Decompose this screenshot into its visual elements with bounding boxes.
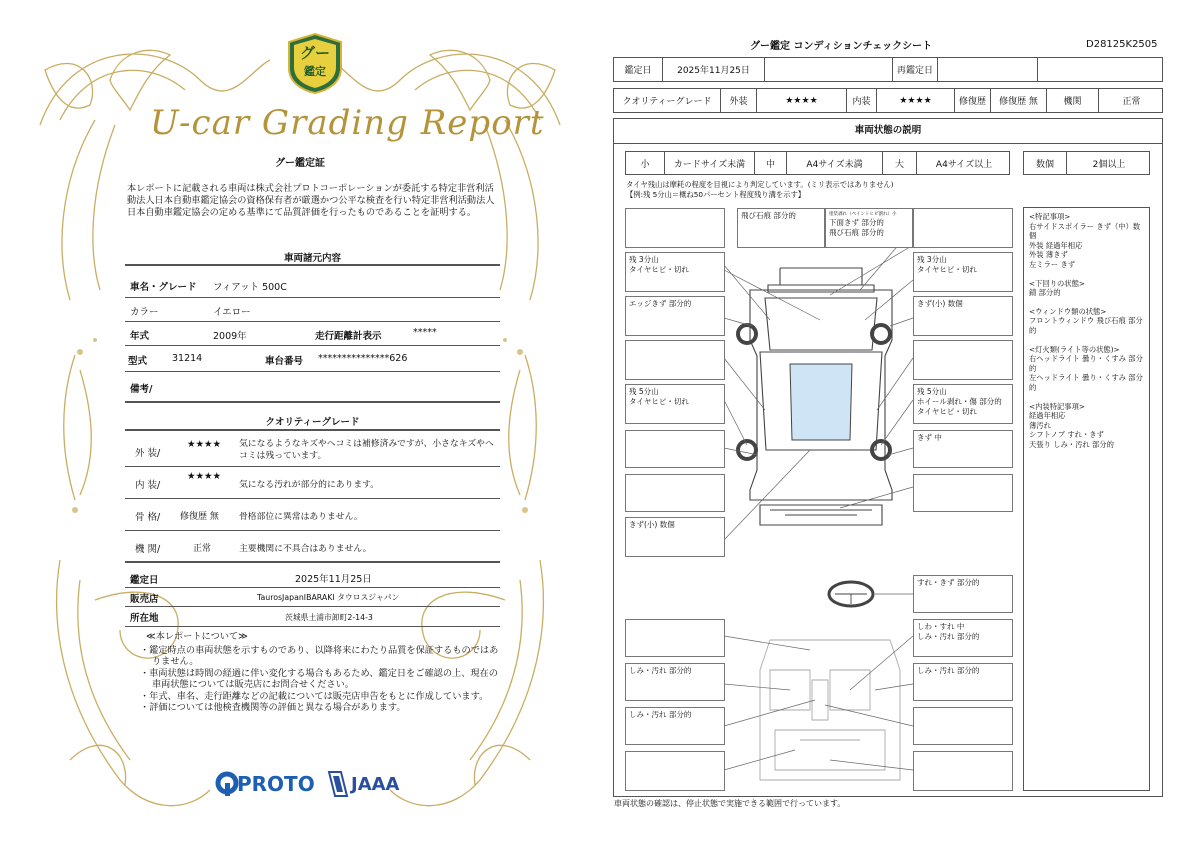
note-item: ・鑑定時点の車両状態を示すものであり、以降将来にわたり品質を保証するものではありません。 — [140, 644, 499, 667]
special-note-line — [1029, 393, 1144, 402]
special-note-line — [1029, 270, 1144, 279]
note-item: ・年式、車名、走行距離などの記載については販売店申告をもとに作成しています。 — [140, 690, 489, 702]
label-text: 残 3分山 — [917, 255, 947, 264]
badge-bottom-text: 鑑定 — [304, 65, 326, 78]
quality-row-frame — [125, 499, 500, 531]
size-large: 大 — [882, 152, 916, 174]
reappraisal-label: 再鑑定日 — [892, 58, 937, 81]
special-note-line: <特記事項> — [1029, 212, 1071, 221]
special-note-line: フロントウィンドウ 飛び石痕 部分的 — [1029, 316, 1143, 335]
info-row-address — [125, 607, 500, 627]
color-value: イエロー — [213, 307, 251, 318]
explain-title: 車両状態の説明 — [613, 118, 1163, 144]
label-box — [913, 751, 1013, 791]
sheet-title: グー鑑定 コンディションチェックシート — [750, 41, 933, 52]
dealer-value: TaurosJapanIBARAKI タウロスジャパン — [257, 593, 400, 602]
special-note-line: 左ヘッドライト 曇り・くすみ 部分的 — [1029, 373, 1143, 392]
info-row-date — [125, 566, 500, 588]
label-box-roof-right — [825, 208, 913, 248]
label-box — [625, 474, 725, 512]
frame-label: 骨 格/ — [135, 512, 161, 523]
label-text: 残 5分山 — [629, 387, 659, 396]
label-text: 飛び石痕 部分的 — [829, 228, 884, 237]
label-box-steering — [913, 575, 1013, 613]
quality-row-exterior — [125, 434, 500, 467]
int-label: 内装 — [846, 89, 876, 112]
repair-label: 修復歴 — [954, 89, 990, 112]
exterior-desc: 気になるようなキズやヘコミは補修済みですが、小さなキズやヘコミは残っています。 — [239, 439, 494, 461]
label-box — [913, 208, 1013, 248]
size-medium-desc: A4サイズ未満 — [786, 152, 882, 174]
name-value: フィアット 500C — [213, 282, 287, 293]
frame-desc: 骨格部位に異常はありません。 — [239, 512, 363, 522]
special-note-line: 天張り しみ・汚れ 部分的 — [1029, 439, 1114, 449]
name-label: 車名・グレード — [130, 282, 197, 293]
appraisal-date-label: 鑑定日 — [624, 66, 652, 76]
engine-label: 機関 — [1046, 89, 1098, 112]
label-text: しみ・汚れ 部分的 — [917, 632, 980, 641]
label-box — [625, 340, 725, 380]
label-text: タイヤヒビ・切れ — [629, 397, 689, 406]
ext-label: 外装 — [720, 89, 756, 112]
special-note-line: 外装 経過年相応 — [1029, 240, 1083, 250]
label-text: しわ・すれ 中 — [917, 622, 965, 631]
label-text: しみ・汚れ 部分的 — [629, 710, 692, 719]
label-text: エッジきず 部分的 — [629, 299, 692, 308]
grade-label: クオリティーグレード — [622, 97, 712, 107]
label-box-left-front — [625, 296, 725, 336]
count-desc: 2個以上 — [1066, 152, 1151, 174]
special-note-line: 錆 部分的 — [1029, 288, 1061, 298]
spec-row-model — [125, 346, 500, 372]
size-large-desc: A4サイズ以上 — [916, 152, 1011, 174]
label-text: すれ・きず 部分的 — [917, 578, 980, 587]
badge-top-text: グー — [299, 44, 330, 62]
label-text: タイヤヒビ・切れ — [917, 265, 977, 274]
label-text: きず 中 — [917, 433, 942, 442]
document-id: D28125K2505 — [1086, 39, 1158, 50]
repair-value: 修復歴 無 — [990, 89, 1046, 112]
chassis-label: 車台番号 — [265, 356, 304, 367]
date-value: 2025年11月25日 — [295, 574, 372, 585]
label-box-roof-left — [737, 208, 825, 248]
goo-appraisal-badge — [285, 32, 345, 94]
exterior-stars: ★★★★ — [187, 439, 222, 450]
special-note-line: 右ヘッドライト 曇り・くすみ 部分的 — [1029, 354, 1143, 373]
label-text: 塗装剥れ（ペイントヒビ割れ）小 — [829, 212, 897, 217]
special-note-line: 外装 薄きず — [1029, 250, 1068, 260]
special-notes-box — [1023, 207, 1150, 791]
address-label: 所在地 — [130, 613, 159, 624]
count-label: 数個 — [1035, 159, 1054, 170]
label-box-seat-left2 — [625, 707, 725, 745]
label-text: タイヤヒビ・切れ — [917, 407, 977, 416]
year-label: 年式 — [130, 331, 150, 342]
quality-divider — [125, 429, 500, 431]
special-note-line: <下回りの状態> — [1029, 278, 1086, 288]
label-box — [625, 751, 725, 791]
spec-row-color — [125, 298, 500, 322]
mileage-label: 走行距離計表示 — [315, 331, 382, 342]
exterior-label: 外 装/ — [135, 448, 161, 459]
label-box — [625, 430, 725, 468]
label-box-seat-front — [913, 619, 1013, 657]
engine-value: 正常 — [1098, 89, 1164, 112]
frame-value: 修復歴 無 — [180, 512, 219, 522]
special-note-line — [1029, 336, 1144, 345]
tire-note-example: 【例:残 5分山＝概ね50パーセント程度残り溝を示す】 — [626, 190, 806, 199]
footer-note: 車両状態の確認は、停止状態で実施できる範囲で行っています。 — [614, 799, 846, 808]
label-text: 残 5分山 — [917, 387, 947, 396]
label-box-front-right-tire — [913, 252, 1013, 292]
proto-logo-text: PROTO — [237, 772, 315, 796]
engine-label: 機 関/ — [135, 544, 161, 555]
label-text: 下面きず 部分的 — [829, 218, 884, 227]
quality-section-title: クオリティーグレード — [265, 417, 360, 428]
label-box — [913, 707, 1013, 745]
spec-row-year — [125, 322, 500, 346]
special-note-line: 経過年相応 — [1029, 411, 1066, 421]
label-box — [625, 619, 725, 657]
engine-desc: 主要機関に不具合はありません。 — [239, 544, 372, 554]
size-small: 小 — [640, 159, 650, 170]
appraisal-date-value: 2025年11月25日 — [662, 58, 764, 81]
spec-divider — [125, 264, 500, 266]
interior-stars: ★★★★ — [187, 471, 222, 482]
special-note-line — [1029, 298, 1144, 307]
special-note-line: <灯火類(ライト等の状態)> — [1029, 344, 1120, 354]
special-note-line: 右サイドスポイラー きず（中）数個 — [1029, 221, 1141, 241]
special-note-line: <内装特記事項> — [1029, 401, 1086, 411]
jaaa-logo-icon — [327, 770, 349, 798]
label-text: きず(小) 数個 — [917, 299, 963, 308]
spec-section-title: 車両諸元内容 — [283, 253, 341, 264]
color-label: カラー — [130, 307, 159, 318]
proto-logo-icon — [215, 771, 239, 797]
label-box-rear — [625, 517, 725, 557]
model-value: 31214 — [172, 353, 203, 364]
special-note-line: 左ミラー きず — [1029, 259, 1076, 269]
interior-desc: 気になる汚れが部分的にあります。 — [239, 480, 380, 490]
quality-row-engine — [125, 531, 500, 563]
tire-note: タイヤ残山は摩耗の程度を目視により判定しています。(ミリ表示ではありません) — [626, 180, 894, 189]
date-label: 鑑定日 — [130, 575, 159, 586]
label-box-right-rear — [913, 430, 1013, 468]
int-stars: ★★★★ — [876, 89, 954, 112]
remarks-label: 備考/ — [130, 384, 153, 395]
label-box-right-front — [913, 296, 1013, 336]
label-box-rear-right-tire — [913, 384, 1013, 424]
label-text: ホイール剥れ・傷 部分的 — [917, 397, 1002, 406]
dealer-label: 販売店 — [130, 594, 159, 605]
special-note-line: シフトノブ すれ・きず — [1029, 430, 1104, 440]
label-box — [625, 208, 725, 248]
size-small-desc: カードサイズ未満 — [664, 152, 754, 174]
label-box — [913, 474, 1013, 512]
label-text: しみ・汚れ 部分的 — [629, 666, 692, 675]
label-box-rear-left-tire — [625, 384, 725, 424]
label-text: しみ・汚れ 部分的 — [917, 666, 980, 675]
model-label: 型式 — [128, 356, 148, 367]
quality-row-interior — [125, 467, 500, 499]
condition-check-sheet — [600, 0, 1200, 848]
notes-title: ≪本レポートについて≫ — [146, 631, 248, 642]
spec-row-name — [125, 272, 500, 298]
interior-label: 内 装/ — [135, 480, 161, 491]
engine-value: 正常 — [193, 544, 212, 554]
label-text: 飛び石痕 部分的 — [741, 211, 796, 220]
report-script-title: U-car Grading Report — [150, 103, 545, 143]
label-text: きず(小) 数個 — [629, 520, 675, 529]
label-box-seat-left1 — [625, 663, 725, 701]
label-box-front-left-tire — [625, 252, 725, 292]
size-medium: 中 — [754, 152, 786, 174]
certificate-statement: 本レポートに記載される車両は株式会社プロトコーポレーションが委託する特定非営利活動法人日本自動車鑑定協会の資格保有者が厳選かつ公平な検査を行い特定非営利活動法人日本自動車鑑定協会の定める基準にて品質評価を行ったものであることを証明する。 — [127, 183, 495, 218]
label-box — [913, 340, 1013, 380]
address-value: 茨城県土浦市卸町2-14-3 — [285, 613, 373, 622]
chassis-value: ***************626 — [318, 353, 408, 364]
special-note-line: <ウィンドウ類の状態> — [1029, 306, 1107, 316]
info-row-dealer — [125, 588, 500, 607]
note-item: ・車両状態は時間の経過に伴い変化する場合もあるため、鑑定日をご確認の上、現在の車両状態については販売店にお問合せください。 — [140, 667, 498, 690]
special-note-line: 薄汚れ — [1029, 420, 1051, 430]
logo-bar — [215, 768, 415, 800]
certificate-title: グー鑑定証 — [275, 158, 325, 169]
year-value: 2009年 — [213, 331, 247, 342]
label-text: タイヤヒビ・切れ — [629, 265, 689, 274]
report-notes — [140, 631, 500, 714]
ext-stars: ★★★★ — [756, 89, 846, 112]
label-text: 残 3分山 — [629, 255, 659, 264]
mileage-value: ***** — [413, 327, 437, 338]
note-item: ・評価については他検査機関等の評価と異なる場合があります。 — [140, 702, 406, 713]
spec-row-remarks — [125, 372, 500, 403]
jaaa-logo-text: JAAA — [351, 774, 400, 795]
label-box-seat-right — [913, 663, 1013, 701]
